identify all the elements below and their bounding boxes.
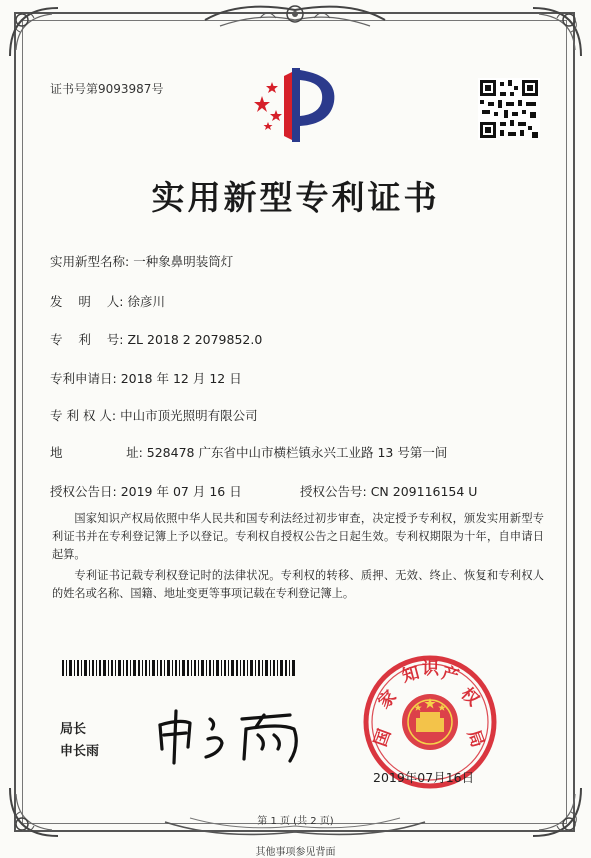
seal-date: 2019年07月16日 [373,770,475,785]
grant-number-row [300,482,477,500]
patent-number-row [50,330,262,348]
grant-date-label: 授权公告日: [50,484,117,499]
grant-date-row [50,482,242,500]
page-number: 第 1 页 (共 2 页) [257,816,334,827]
filing-date-row [50,369,242,387]
inventor-row [50,292,165,310]
certificate-title: 实用新型专利证书 [151,178,440,217]
inventor-label: 发 明 人: [50,294,124,309]
qr-code-icon [478,78,540,140]
corner-ornament-icon [6,4,62,60]
filing-date-value: 2018 年 12 月 12 日 [120,371,242,386]
barcode-icon [62,660,296,676]
svg-text:知: 知 [399,662,422,687]
body-paragraph-1: 国家知识产权局依照中华人民共和国专利法经过初步审查，决定授予专利权，颁发实用新型专利证书并在专利登记簿上予以登记。专利权自授权公告之日起生效。专利权期限为十年，自申请日起算。 [52,512,544,561]
patent-number-value: ZL 2018 2 2079852.0 [127,332,263,347]
patentee-value: 中山市顶光照明有限公司 [120,408,258,423]
top-ornament-icon [200,0,390,34]
cnipa-logo-icon [248,62,340,146]
svg-text:产: 产 [439,663,462,687]
inventor-value: 徐彦川 [127,294,165,309]
address-value: 528478 广东省中山市横栏镇永兴工业路 13 号第一间 [146,445,448,460]
patent-number-label: 专 利 号: [50,332,124,347]
svg-text:国: 国 [370,726,396,750]
patentee-label: 专 利 权 人: [50,408,117,423]
grant-number-value: CN 209116154 U [370,484,478,499]
patentee-row [50,406,258,424]
body-paragraph-2: 专利证书记载专利权登记时的法律状况。专利权的转移、质押、无效、终止、恢复和专利权人的姓名或名称、国籍、地址变更等事项记载在专利登记簿上。 [52,569,544,600]
utility-model-name-row [50,252,233,270]
director-title: 局长 [60,722,87,737]
svg-text:家: 家 [374,686,401,713]
corner-ornament-icon [529,4,585,60]
footer-note: 其他事项参见背面 [255,847,336,858]
grant-date-value: 2019 年 07 月 16 日 [120,484,242,499]
utility-model-name-value: 一种象鼻明装筒灯 [133,254,234,269]
address-row [50,443,447,461]
svg-text:识: 识 [422,659,439,679]
address-label: 地 址: [50,445,143,460]
grant-number-label: 授权公告号: [300,484,367,499]
certificate-number: 证书号第9093987号 [50,82,164,96]
handwritten-signature-icon [150,705,310,767]
svg-text:局: 局 [462,727,488,751]
svg-text:权: 权 [456,683,483,711]
director-name: 申长雨 [60,744,100,759]
filing-date-label: 专利申请日: [50,371,117,386]
utility-model-name-label: 实用新型名称: [50,254,130,269]
